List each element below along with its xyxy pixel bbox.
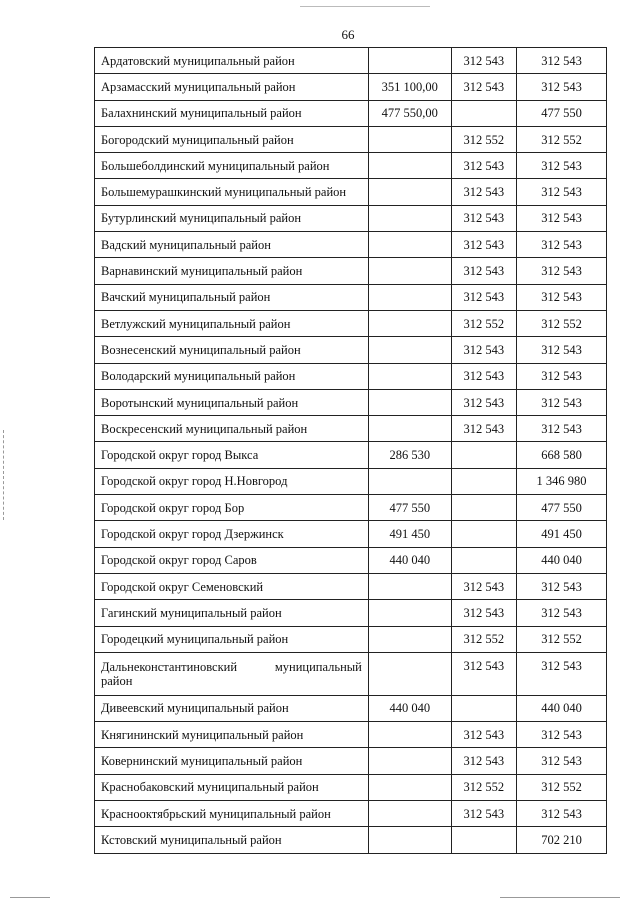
- amount-col-2: 312 543: [451, 389, 516, 415]
- table-row: [95, 748, 607, 774]
- amount-col-2: 312 543: [451, 363, 516, 389]
- amount-col-1: [368, 153, 451, 179]
- municipality-name: Городской округ город Выкса: [95, 442, 369, 468]
- table-row: [95, 600, 607, 626]
- scan-mark: [10, 897, 50, 898]
- amount-col-1: [368, 626, 451, 652]
- amount-col-1: [368, 827, 451, 853]
- amount-total: 312 543: [517, 179, 607, 205]
- table-row: [95, 389, 607, 415]
- amount-col-1: [368, 363, 451, 389]
- amount-col-1: [368, 468, 451, 494]
- amount-total: 312 543: [517, 416, 607, 442]
- table-row: [95, 126, 607, 152]
- amount-col-1: 286 530: [368, 442, 451, 468]
- amount-col-2: [451, 521, 516, 547]
- municipality-name: Княгининский муниципальный район: [95, 722, 369, 748]
- amount-col-1: 477 550: [368, 495, 451, 521]
- municipality-name-line-2: район: [101, 673, 133, 688]
- scan-margin-artifact: [3, 430, 6, 520]
- amount-col-2: 312 543: [451, 258, 516, 284]
- amount-col-1: [368, 801, 451, 827]
- amount-col-1: [368, 232, 451, 258]
- table-row: [95, 573, 607, 599]
- table-row: [95, 827, 607, 853]
- table-row: [95, 801, 607, 827]
- amount-col-1: 477 550,00: [368, 100, 451, 126]
- amount-col-1: [368, 205, 451, 231]
- municipality-name: Гагинский муниципальный район: [95, 600, 369, 626]
- table-row: [95, 205, 607, 231]
- amount-col-1: [368, 126, 451, 152]
- municipality-name: Краснооктябрьский муниципальный район: [95, 801, 369, 827]
- amount-total: 312 543: [517, 801, 607, 827]
- amount-total: 312 543: [517, 573, 607, 599]
- table-row: [95, 774, 607, 800]
- municipality-name: Володарский муниципальный район: [95, 363, 369, 389]
- amount-total: 312 552: [517, 626, 607, 652]
- table-row: [95, 521, 607, 547]
- table-row: [95, 468, 607, 494]
- municipality-name: Городской округ город Н.Новгород: [95, 468, 369, 494]
- amount-col-2: 312 552: [451, 310, 516, 336]
- amount-col-2: 312 543: [451, 652, 516, 695]
- amount-col-1: [368, 600, 451, 626]
- table-row: [95, 258, 607, 284]
- page-number: 66: [341, 27, 355, 42]
- amount-col-2: [451, 442, 516, 468]
- amount-col-2: 312 543: [451, 153, 516, 179]
- amount-col-1: [368, 337, 451, 363]
- municipality-name: Городской округ город Дзержинск: [95, 521, 369, 547]
- amount-col-1: [368, 258, 451, 284]
- amount-col-2: 312 543: [451, 416, 516, 442]
- municipality-name: Арзамасский муниципальный район: [95, 74, 369, 100]
- table-row: [95, 48, 607, 74]
- amount-total: 312 543: [517, 153, 607, 179]
- amount-total: 312 543: [517, 48, 607, 74]
- table-row: [95, 547, 607, 573]
- amount-col-2: 312 552: [451, 126, 516, 152]
- municipality-name: Городской округ город Бор: [95, 495, 369, 521]
- municipality-name: Ковернинский муниципальный район: [95, 748, 369, 774]
- amount-total: 312 552: [517, 126, 607, 152]
- table-row: [95, 363, 607, 389]
- amount-total: 312 543: [517, 722, 607, 748]
- table-body: [95, 48, 607, 854]
- amount-col-2: 312 543: [451, 205, 516, 231]
- amount-col-1: [368, 573, 451, 599]
- amount-total: 440 040: [517, 547, 607, 573]
- amount-col-2: 312 552: [451, 626, 516, 652]
- amount-col-1: [368, 179, 451, 205]
- table-row: [95, 416, 607, 442]
- amount-col-2: [451, 100, 516, 126]
- municipality-name: Варнавинский муниципальный район: [95, 258, 369, 284]
- table-row: [95, 495, 607, 521]
- municipality-name: Ветлужский муниципальный район: [95, 310, 369, 336]
- amount-col-2: 312 543: [451, 748, 516, 774]
- amount-col-1: [368, 722, 451, 748]
- amount-total: 477 550: [517, 495, 607, 521]
- municipality-name: Богородский муниципальный район: [95, 126, 369, 152]
- municipality-name: Вачский муниципальный район: [95, 284, 369, 310]
- amount-total: 312 543: [517, 205, 607, 231]
- municipality-name: Вадский муниципальный район: [95, 232, 369, 258]
- allocation-table: [94, 47, 607, 854]
- amount-total: 1 346 980: [517, 468, 607, 494]
- table-row: [95, 337, 607, 363]
- amount-total: 312 543: [517, 389, 607, 415]
- amount-col-1: [368, 48, 451, 74]
- amount-col-2: 312 543: [451, 284, 516, 310]
- amount-total: 312 543: [517, 74, 607, 100]
- table-row: [95, 74, 607, 100]
- amount-total: 312 552: [517, 774, 607, 800]
- table-row: [95, 626, 607, 652]
- amount-total: 477 550: [517, 100, 607, 126]
- amount-col-2: 312 543: [451, 179, 516, 205]
- amount-col-2: 312 543: [451, 801, 516, 827]
- amount-total: 312 543: [517, 363, 607, 389]
- municipality-name: Городской округ город Саров: [95, 547, 369, 573]
- table-row: [95, 153, 607, 179]
- amount-col-2: 312 543: [451, 573, 516, 599]
- amount-total: 702 210: [517, 827, 607, 853]
- amount-col-2: 312 543: [451, 722, 516, 748]
- amount-total: 312 543: [517, 652, 607, 695]
- table-row: [95, 179, 607, 205]
- amount-col-2: 312 543: [451, 48, 516, 74]
- municipality-name-line-1: Дальнеконстантиновский муниципальный: [101, 659, 362, 674]
- amount-col-1: 491 450: [368, 521, 451, 547]
- municipality-name: Городецкий муниципальный район: [95, 626, 369, 652]
- table-row: [95, 652, 607, 695]
- amount-total: 440 040: [517, 695, 607, 721]
- amount-col-2: 312 543: [451, 600, 516, 626]
- municipality-name: Бутурлинский муниципальный район: [95, 205, 369, 231]
- amount-col-1: [368, 389, 451, 415]
- municipality-name: Большеболдинский муниципальный район: [95, 153, 369, 179]
- amount-col-2: 312 543: [451, 232, 516, 258]
- amount-col-2: [451, 495, 516, 521]
- amount-total: 312 543: [517, 232, 607, 258]
- amount-col-2: [451, 468, 516, 494]
- table-row: [95, 284, 607, 310]
- amount-col-2: [451, 695, 516, 721]
- amount-col-1: [368, 774, 451, 800]
- amount-total: 668 580: [517, 442, 607, 468]
- table-row: [95, 722, 607, 748]
- amount-col-1: 440 040: [368, 695, 451, 721]
- municipality-name: Ардатовский муниципальный район: [95, 48, 369, 74]
- amount-total: 491 450: [517, 521, 607, 547]
- municipality-name: Дивеевский муниципальный район: [95, 695, 369, 721]
- municipality-name: Городской округ Семеновский: [95, 573, 369, 599]
- amount-col-1: [368, 284, 451, 310]
- amount-col-1: [368, 748, 451, 774]
- amount-total: 312 552: [517, 310, 607, 336]
- amount-col-2: 312 543: [451, 74, 516, 100]
- municipality-name: [95, 652, 369, 695]
- table-row: [95, 232, 607, 258]
- scan-top-line: [300, 6, 430, 7]
- table-row: [95, 695, 607, 721]
- amount-col-1: 351 100,00: [368, 74, 451, 100]
- table-row: [95, 100, 607, 126]
- scan-bottom-artifact: [0, 895, 640, 899]
- amount-col-2: [451, 547, 516, 573]
- scan-mark: [500, 897, 620, 898]
- municipality-name: Воротынский муниципальный район: [95, 389, 369, 415]
- amount-total: 312 543: [517, 258, 607, 284]
- municipality-name: Вознесенский муниципальный район: [95, 337, 369, 363]
- amount-total: 312 543: [517, 600, 607, 626]
- amount-col-2: 312 543: [451, 337, 516, 363]
- amount-col-1: [368, 652, 451, 695]
- amount-col-1: [368, 416, 451, 442]
- municipality-name: Воскресенский муниципальный район: [95, 416, 369, 442]
- amount-total: 312 543: [517, 284, 607, 310]
- amount-total: 312 543: [517, 748, 607, 774]
- municipality-name: Балахнинский муниципальный район: [95, 100, 369, 126]
- amount-col-2: 312 552: [451, 774, 516, 800]
- table-row: [95, 310, 607, 336]
- amount-col-1: 440 040: [368, 547, 451, 573]
- amount-col-2: [451, 827, 516, 853]
- municipality-name: Кстовский муниципальный район: [95, 827, 369, 853]
- municipality-name: Большемурашкинский муниципальный район: [95, 179, 369, 205]
- amount-col-1: [368, 310, 451, 336]
- amount-total: 312 543: [517, 337, 607, 363]
- table-row: [95, 442, 607, 468]
- municipality-name: Краснобаковский муниципальный район: [95, 774, 369, 800]
